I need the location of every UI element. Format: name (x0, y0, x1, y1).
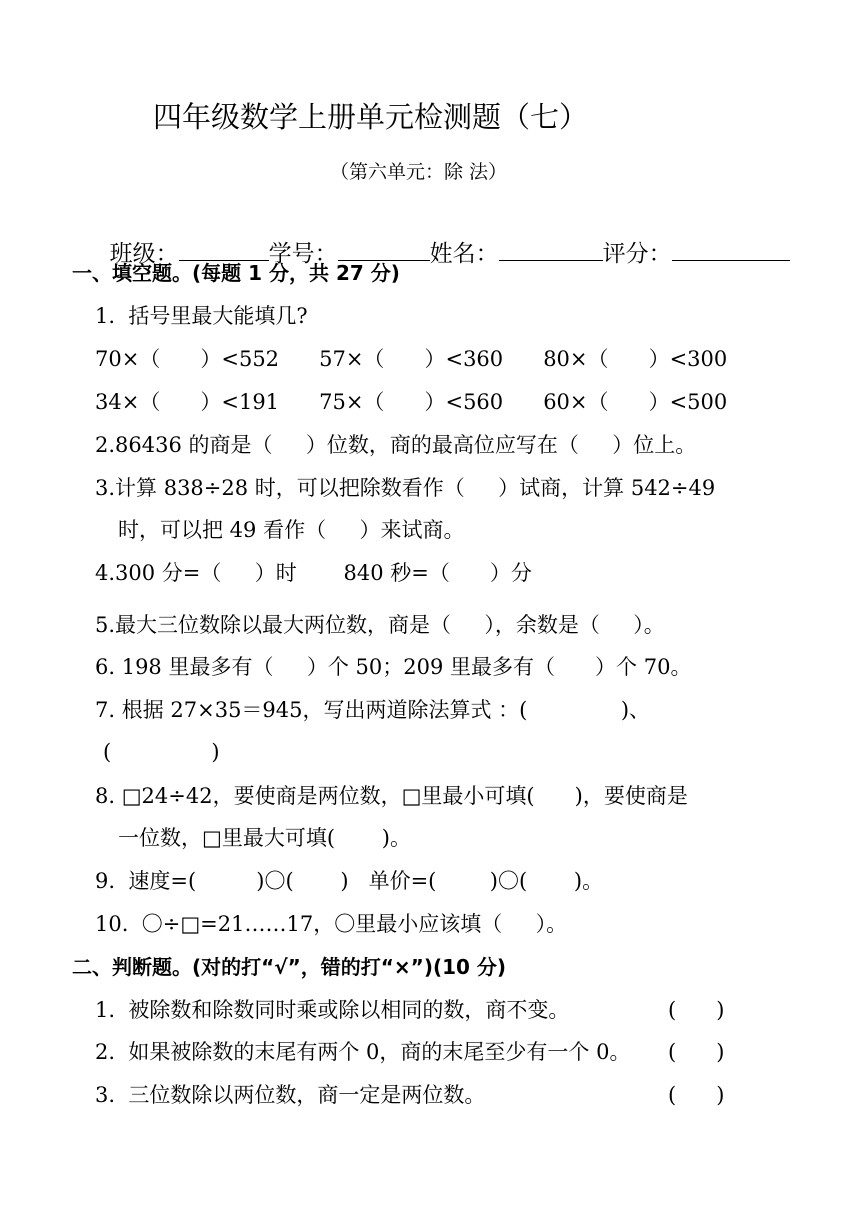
judge-item-2-answer[interactable]: ( ) (668, 1040, 725, 1064)
name-blank[interactable] (499, 238, 603, 261)
class-label: 班级： (109, 241, 179, 267)
score-blank[interactable] (672, 238, 790, 261)
question-5: 5.最大三位数除以最大两位数，商是（ ），余数是（ ）。 (95, 613, 665, 637)
judge-item-3-answer[interactable]: ( ) (668, 1083, 725, 1107)
class-blank[interactable] (179, 238, 269, 261)
number-blank[interactable] (338, 238, 430, 261)
page-subtitle: （第六单元：除 法） (330, 161, 508, 183)
question-10: 10. 〇÷□=21……17，〇里最小应该填（ ）。 (95, 912, 568, 936)
page-title: 四年级数学上册单元检测题（七） (153, 100, 589, 134)
question-3-line-1: 3.计算 838÷28 时，可以把除数看作（ ）试商，计算 542÷49 (95, 476, 716, 500)
question-1-row-2: 34×（ ）<191 75×（ ）<560 60×（ ）<500 (95, 390, 728, 414)
question-4: 4.300 分=（ ）时 840 秒=（ ）分 (95, 561, 532, 585)
section2-heading: 二、判断题。(对的打“√”，错的打“×”)(10 分) (72, 955, 507, 979)
question-8-line-2: 一位数，□里最大可填( )。 (118, 826, 411, 850)
question-1: 1. 括号里最大能填几? (95, 304, 308, 328)
question-7-line-2: ( ) (103, 740, 220, 764)
question-6: 6. 198 里最多有（ ）个 50；209 里最多有（ ）个 70。 (95, 655, 692, 679)
score-label: 评分： (602, 241, 672, 267)
question-3-line-2: 时，可以把 49 看作（ ）来试商。 (118, 518, 465, 542)
number-label: 学号： (268, 241, 338, 267)
name-label: 姓名： (429, 241, 499, 267)
section1-heading: 一、填空题。(每题 1 分，共 27 分) (72, 261, 400, 285)
judge-item-1: 1. 被除数和除数同时乘或除以相同的数，商不变。 (95, 998, 570, 1022)
judge-item-3: 3. 三位数除以两位数，商一定是两位数。 (95, 1083, 486, 1107)
question-8-line-1: 8. □24÷42，要使商是两位数，□里最小可填( )，要使商是 (95, 784, 688, 808)
question-2: 2.86436 的商是（ ）位数，商的最高位应写在（ ）位上。 (95, 433, 697, 457)
question-9: 9. 速度=( )〇( ) 单价=( )〇( )。 (95, 869, 604, 893)
judge-item-1-answer[interactable]: ( ) (668, 998, 725, 1022)
question-7-line-1: 7. 根据 27×35＝945，写出两道除法算式 ：( )、 (95, 698, 651, 722)
judge-item-2: 2. 如果被除数的末尾有两个 0，商的末尾至少有一个 0。 (95, 1040, 631, 1064)
question-1-row-1: 70×（ ）<552 57×（ ）<360 80×（ ）<300 (95, 347, 728, 371)
